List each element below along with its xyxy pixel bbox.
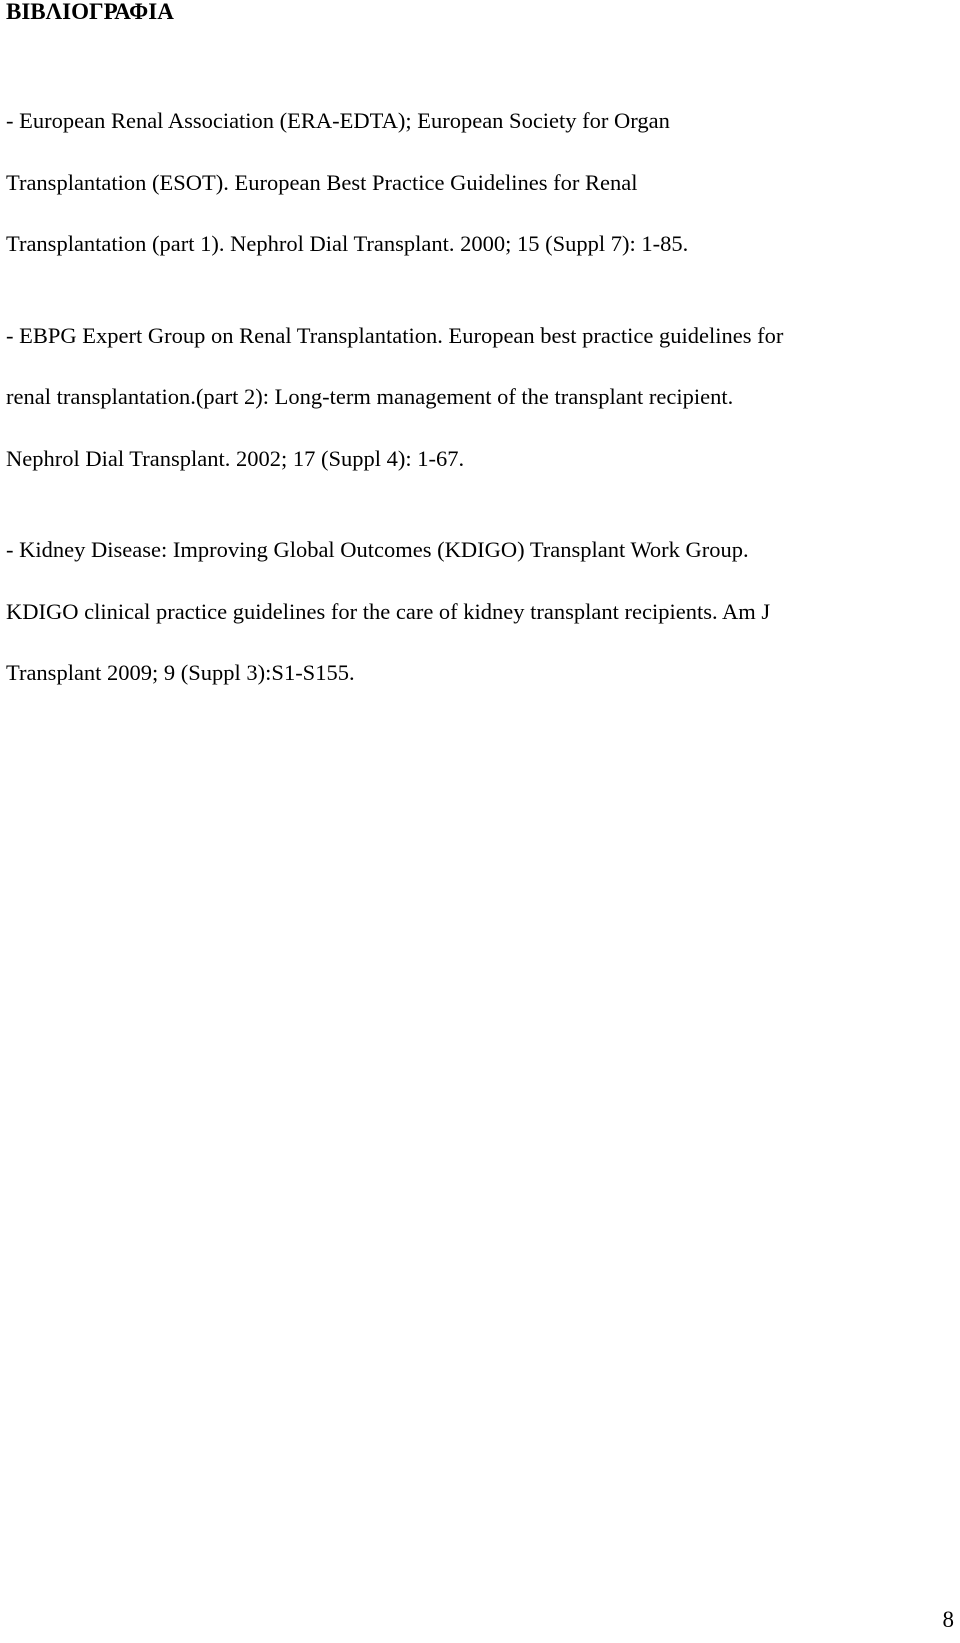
reference-line: Transplantation (part 1). Nephrol Dial Transplant. 2000; 15 (Suppl 7): 1-85.	[6, 231, 689, 256]
bibliography-heading: ΒΙΒΛΙΟΓΡΑΦΙΑ	[6, 0, 174, 24]
reference-line: - EBPG Expert Group on Renal Transplantation. European best practice guidelines for	[6, 322, 784, 348]
reference-list	[6, 90, 958, 704]
reference-item-2	[6, 305, 958, 490]
reference-line: renal transplantation.(part 2): Long-term management of the transplant recipient.	[6, 384, 734, 409]
reference-line: Transplant 2009; 9 (Suppl 3):S1-S155.	[6, 660, 355, 685]
reference-line: - European Renal Association (ERA-EDTA); European Society for Organ	[6, 108, 670, 133]
reference-line: - Kidney Disease: Improving Global Outcomes (KDIGO) Transplant Work Group.	[6, 537, 749, 562]
reference-item-3	[6, 519, 958, 704]
reference-line: Nephrol Dial Transplant. 2002; 17 (Suppl 4): 1-67.	[6, 445, 465, 471]
page-number: 8	[942, 1607, 954, 1632]
reference-item-1	[6, 90, 958, 275]
reference-line: KDIGO clinical practice guidelines for the care of kidney transplant recipients. Am J	[6, 598, 771, 624]
reference-line: Transplantation (ESOT). European Best Practice Guidelines for Renal	[6, 169, 638, 195]
